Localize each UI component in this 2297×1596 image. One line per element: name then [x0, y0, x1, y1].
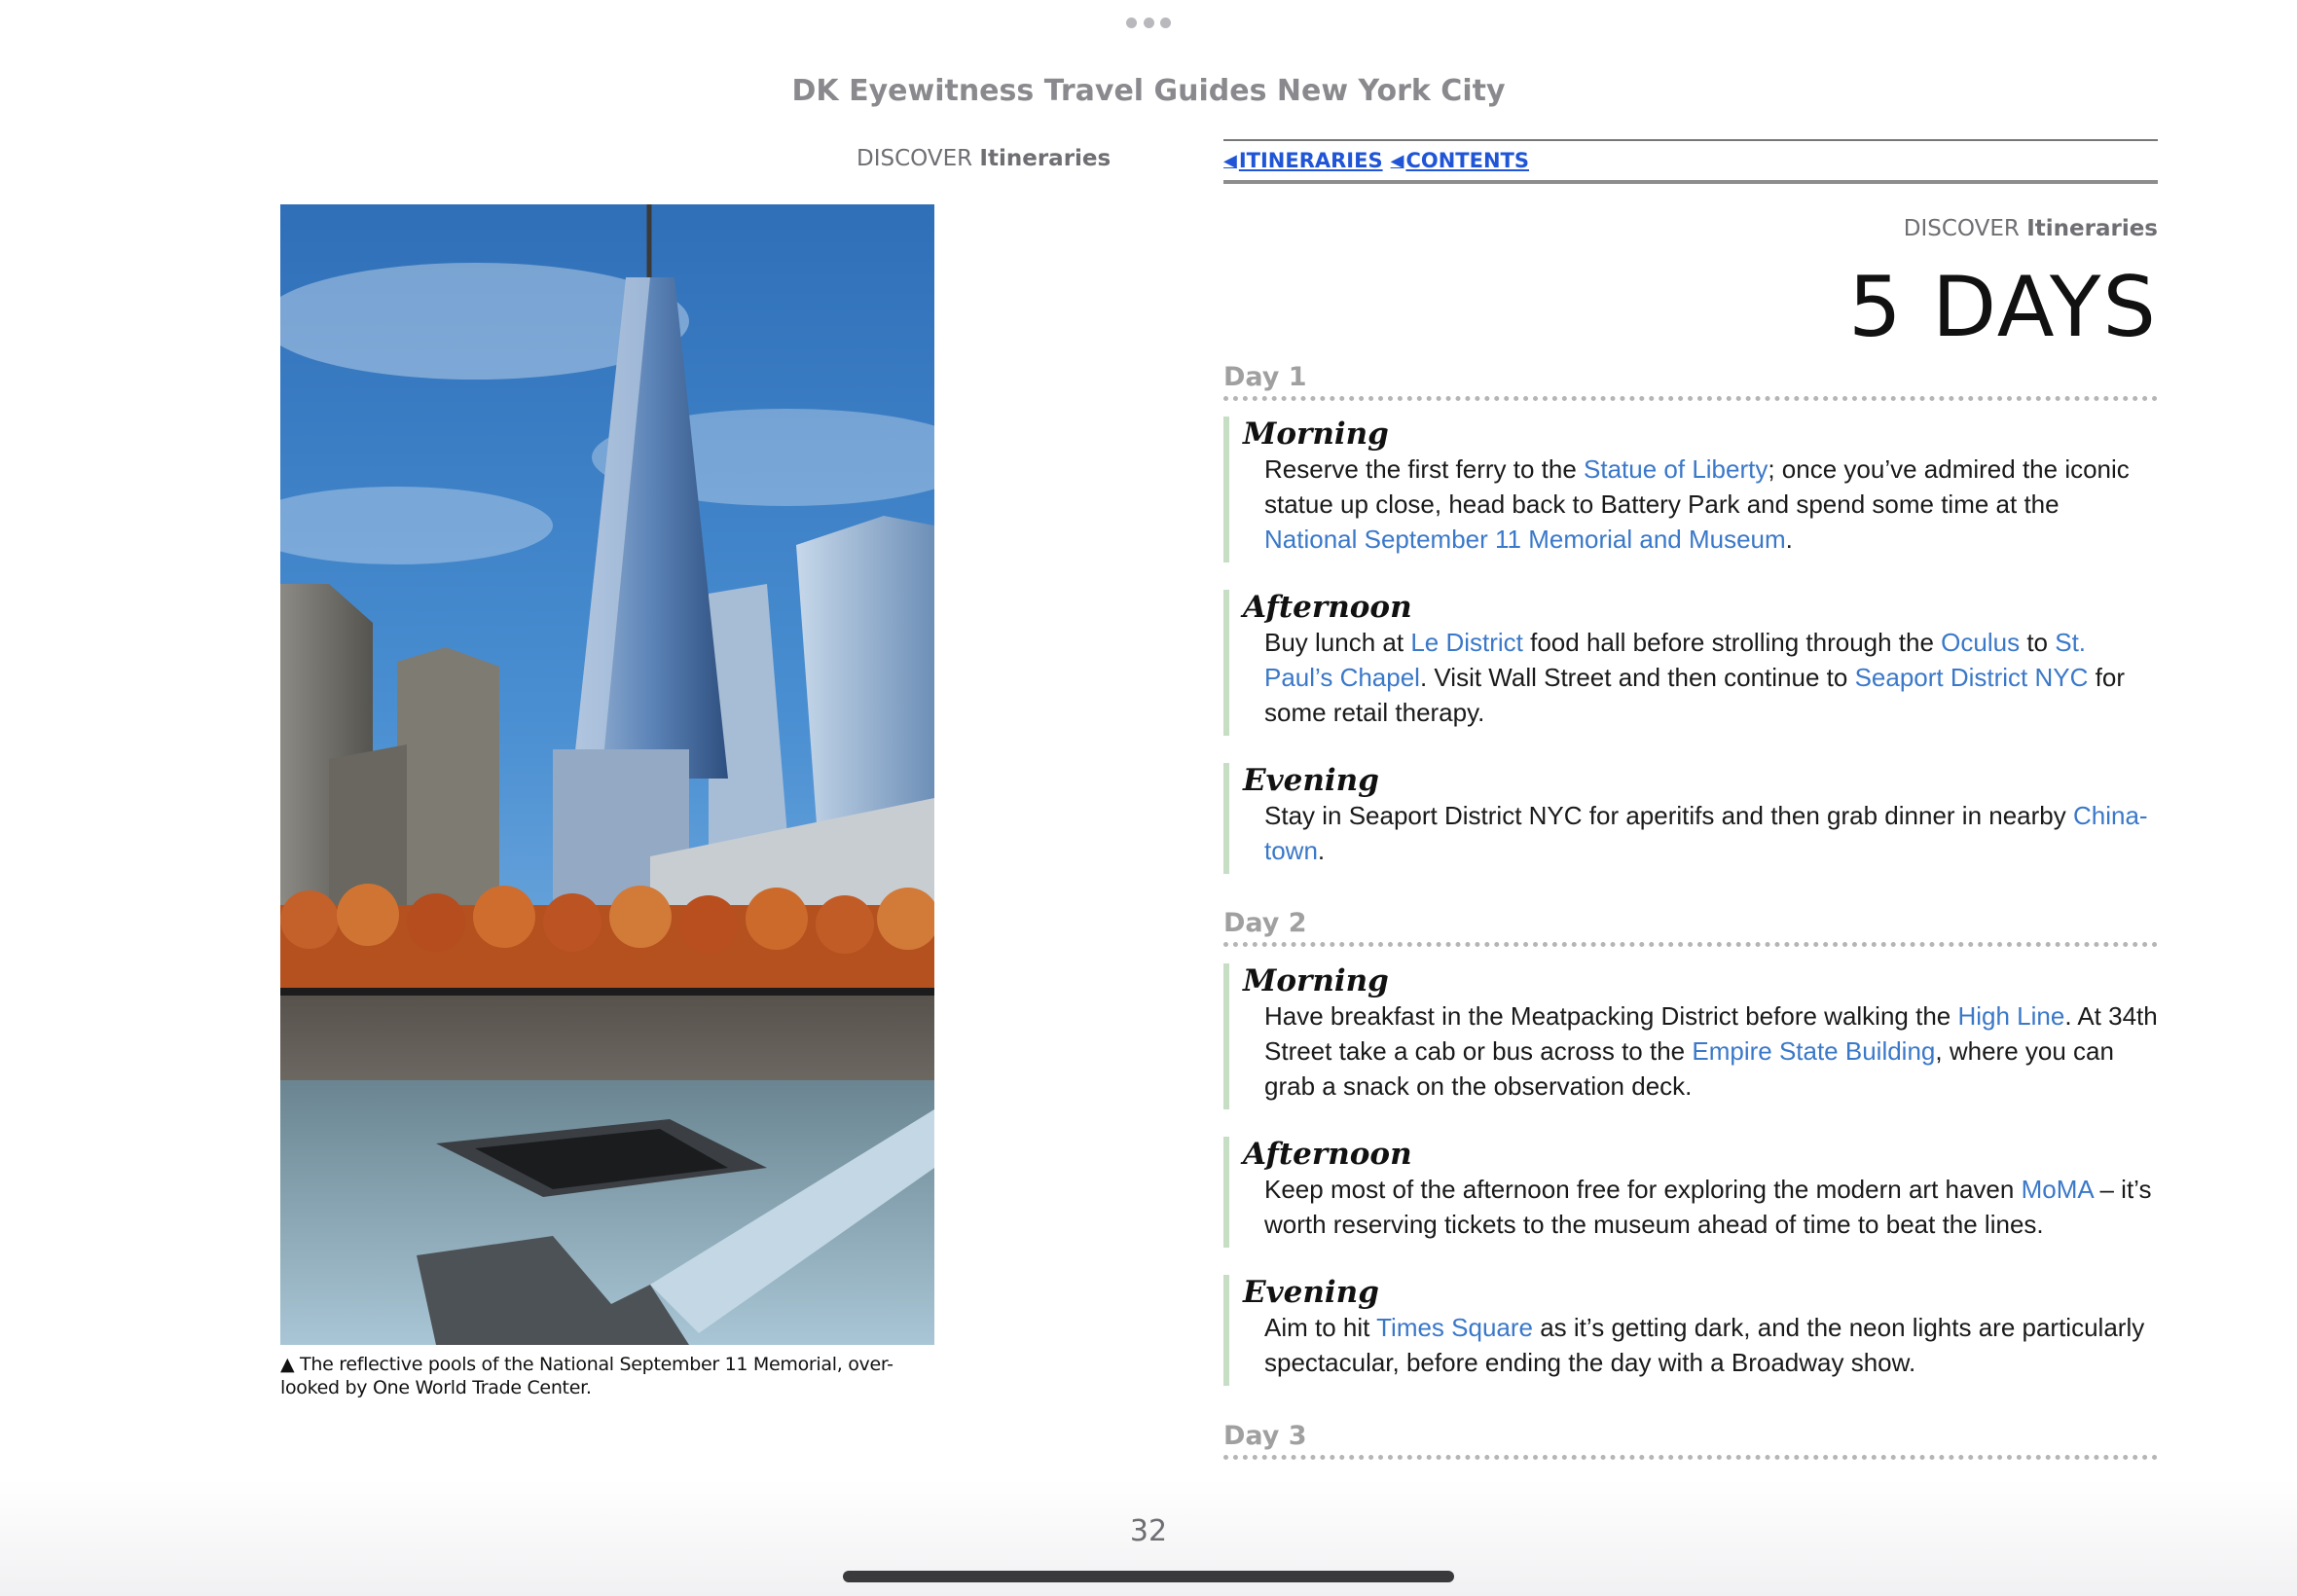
- period-label: Evening: [1243, 763, 1379, 798]
- day-heading: [1223, 362, 2158, 401]
- place-link[interactable]: Le District: [1410, 628, 1523, 657]
- period-label: Morning: [1243, 417, 1389, 452]
- book-title: DK Eyewitness Travel Guides New York City: [791, 74, 1506, 108]
- right-header-chapter: Itineraries: [2026, 216, 2158, 241]
- itinerary-text: [1264, 798, 2158, 868]
- period-label: Afternoon: [1243, 590, 1412, 625]
- body-text: ; once you’ve admired the iconic statue up close, head back to Battery Park and spend some time at the: [1264, 454, 2130, 519]
- day-label: Day 2: [1223, 908, 2158, 947]
- itinerary-text: [1264, 1310, 2158, 1380]
- itinerary-text: [1264, 452, 2158, 557]
- chapter-nav-bar: [1223, 139, 2158, 184]
- place-link[interactable]: Seaport District NYC: [1854, 663, 2089, 692]
- left-header-section: DISCOVER: [857, 146, 973, 171]
- contents-link-label: CONTENTS: [1405, 149, 1529, 172]
- body-text: . At 34th Street take a cab or bus across to the: [1264, 1001, 2158, 1066]
- contents-link[interactable]: [1391, 149, 1529, 172]
- period-label: Afternoon: [1243, 1137, 1412, 1172]
- itinerary-text: [1264, 998, 2158, 1104]
- page-number: 32: [1129, 1514, 1168, 1548]
- itineraries-link[interactable]: [1223, 149, 1383, 172]
- back-triangle-icon: ◀: [1390, 150, 1404, 171]
- page-title: 5 DAYS: [1847, 259, 2158, 356]
- itinerary-block: [1223, 590, 2158, 736]
- dot-icon: [1144, 18, 1154, 28]
- itinerary-block: [1223, 963, 2158, 1109]
- place-link[interactable]: Oculus: [1941, 628, 2021, 657]
- place-link[interactable]: Statue of Liberty: [1584, 454, 1768, 484]
- period-label: Evening: [1243, 1275, 1379, 1310]
- body-text: Keep most of the afternoon free for exploring the modern art haven: [1264, 1175, 2022, 1204]
- body-text: – it’s worth reserving tickets to the museum ahead of time to beat the lines.: [1264, 1175, 2152, 1239]
- place-link[interactable]: MoMA: [2021, 1175, 2094, 1204]
- back-triangle-icon: ◀: [1223, 150, 1237, 171]
- day-label: Day 1: [1223, 362, 2158, 401]
- left-running-header: [857, 146, 1111, 171]
- itinerary-text: [1264, 625, 2158, 730]
- multitask-dots[interactable]: [1126, 18, 1171, 29]
- place-link[interactable]: Times Square: [1376, 1313, 1533, 1342]
- itinerary-block: [1223, 1137, 2158, 1248]
- right-running-header: [1223, 216, 2158, 241]
- day-heading: [1223, 1421, 2158, 1460]
- body-text: food hall before strolling through the: [1522, 628, 1942, 657]
- left-header-chapter: Itineraries: [979, 146, 1112, 171]
- period-label: Morning: [1243, 963, 1389, 998]
- place-link[interactable]: Empire State Building: [1692, 1036, 1936, 1066]
- place-link[interactable]: High Line: [1957, 1001, 2065, 1031]
- photo-caption: ▲ The reflective pools of the National September 11 Memorial, over-looked by One World Trade Center.: [280, 1354, 893, 1398]
- itinerary-block: [1223, 1275, 2158, 1386]
- dot-icon: [1126, 18, 1137, 28]
- itinerary-block: [1223, 763, 2158, 874]
- day-label: Day 3: [1223, 1421, 2158, 1460]
- place-link[interactable]: National September 11 Memorial and Museum: [1264, 525, 1786, 554]
- home-indicator[interactable]: [843, 1571, 1454, 1582]
- body-text: to: [2020, 628, 2056, 657]
- body-text: .: [1317, 836, 1326, 865]
- body-text: . Visit Wall Street and then continue to: [1419, 663, 1855, 692]
- wtc-memorial-photo: [280, 204, 934, 1345]
- place-link[interactable]: St. Paul’s Chapel: [1264, 628, 2087, 692]
- itinerary-block: [1223, 417, 2158, 562]
- body-text: for some retail therapy.: [1264, 663, 2125, 727]
- body-text: Buy lunch at: [1264, 628, 1411, 657]
- itinerary-text: [1264, 1172, 2158, 1242]
- day-heading: [1223, 908, 2158, 947]
- body-text: .: [1785, 525, 1793, 554]
- body-text: Aim to hit: [1264, 1313, 1377, 1342]
- body-text: Have breakfast in the Meatpacking District before walking the: [1264, 1001, 1958, 1031]
- place-link[interactable]: China-town: [1264, 801, 2148, 865]
- body-text: , where you can grab a snack on the observation deck.: [1264, 1036, 2114, 1101]
- dot-icon: [1160, 18, 1171, 28]
- right-header-section: DISCOVER: [1903, 216, 2020, 241]
- body-text: Stay in Seaport District NYC for aperitifs and then grab dinner in nearby: [1264, 801, 2073, 830]
- itineraries-link-label: ITINERARIES: [1238, 149, 1383, 172]
- body-text: as it’s getting dark, and the neon lights are particularly spectacular, before ending the day with a Broadway show.: [1264, 1313, 2145, 1377]
- body-text: Reserve the first ferry to the: [1264, 454, 1585, 484]
